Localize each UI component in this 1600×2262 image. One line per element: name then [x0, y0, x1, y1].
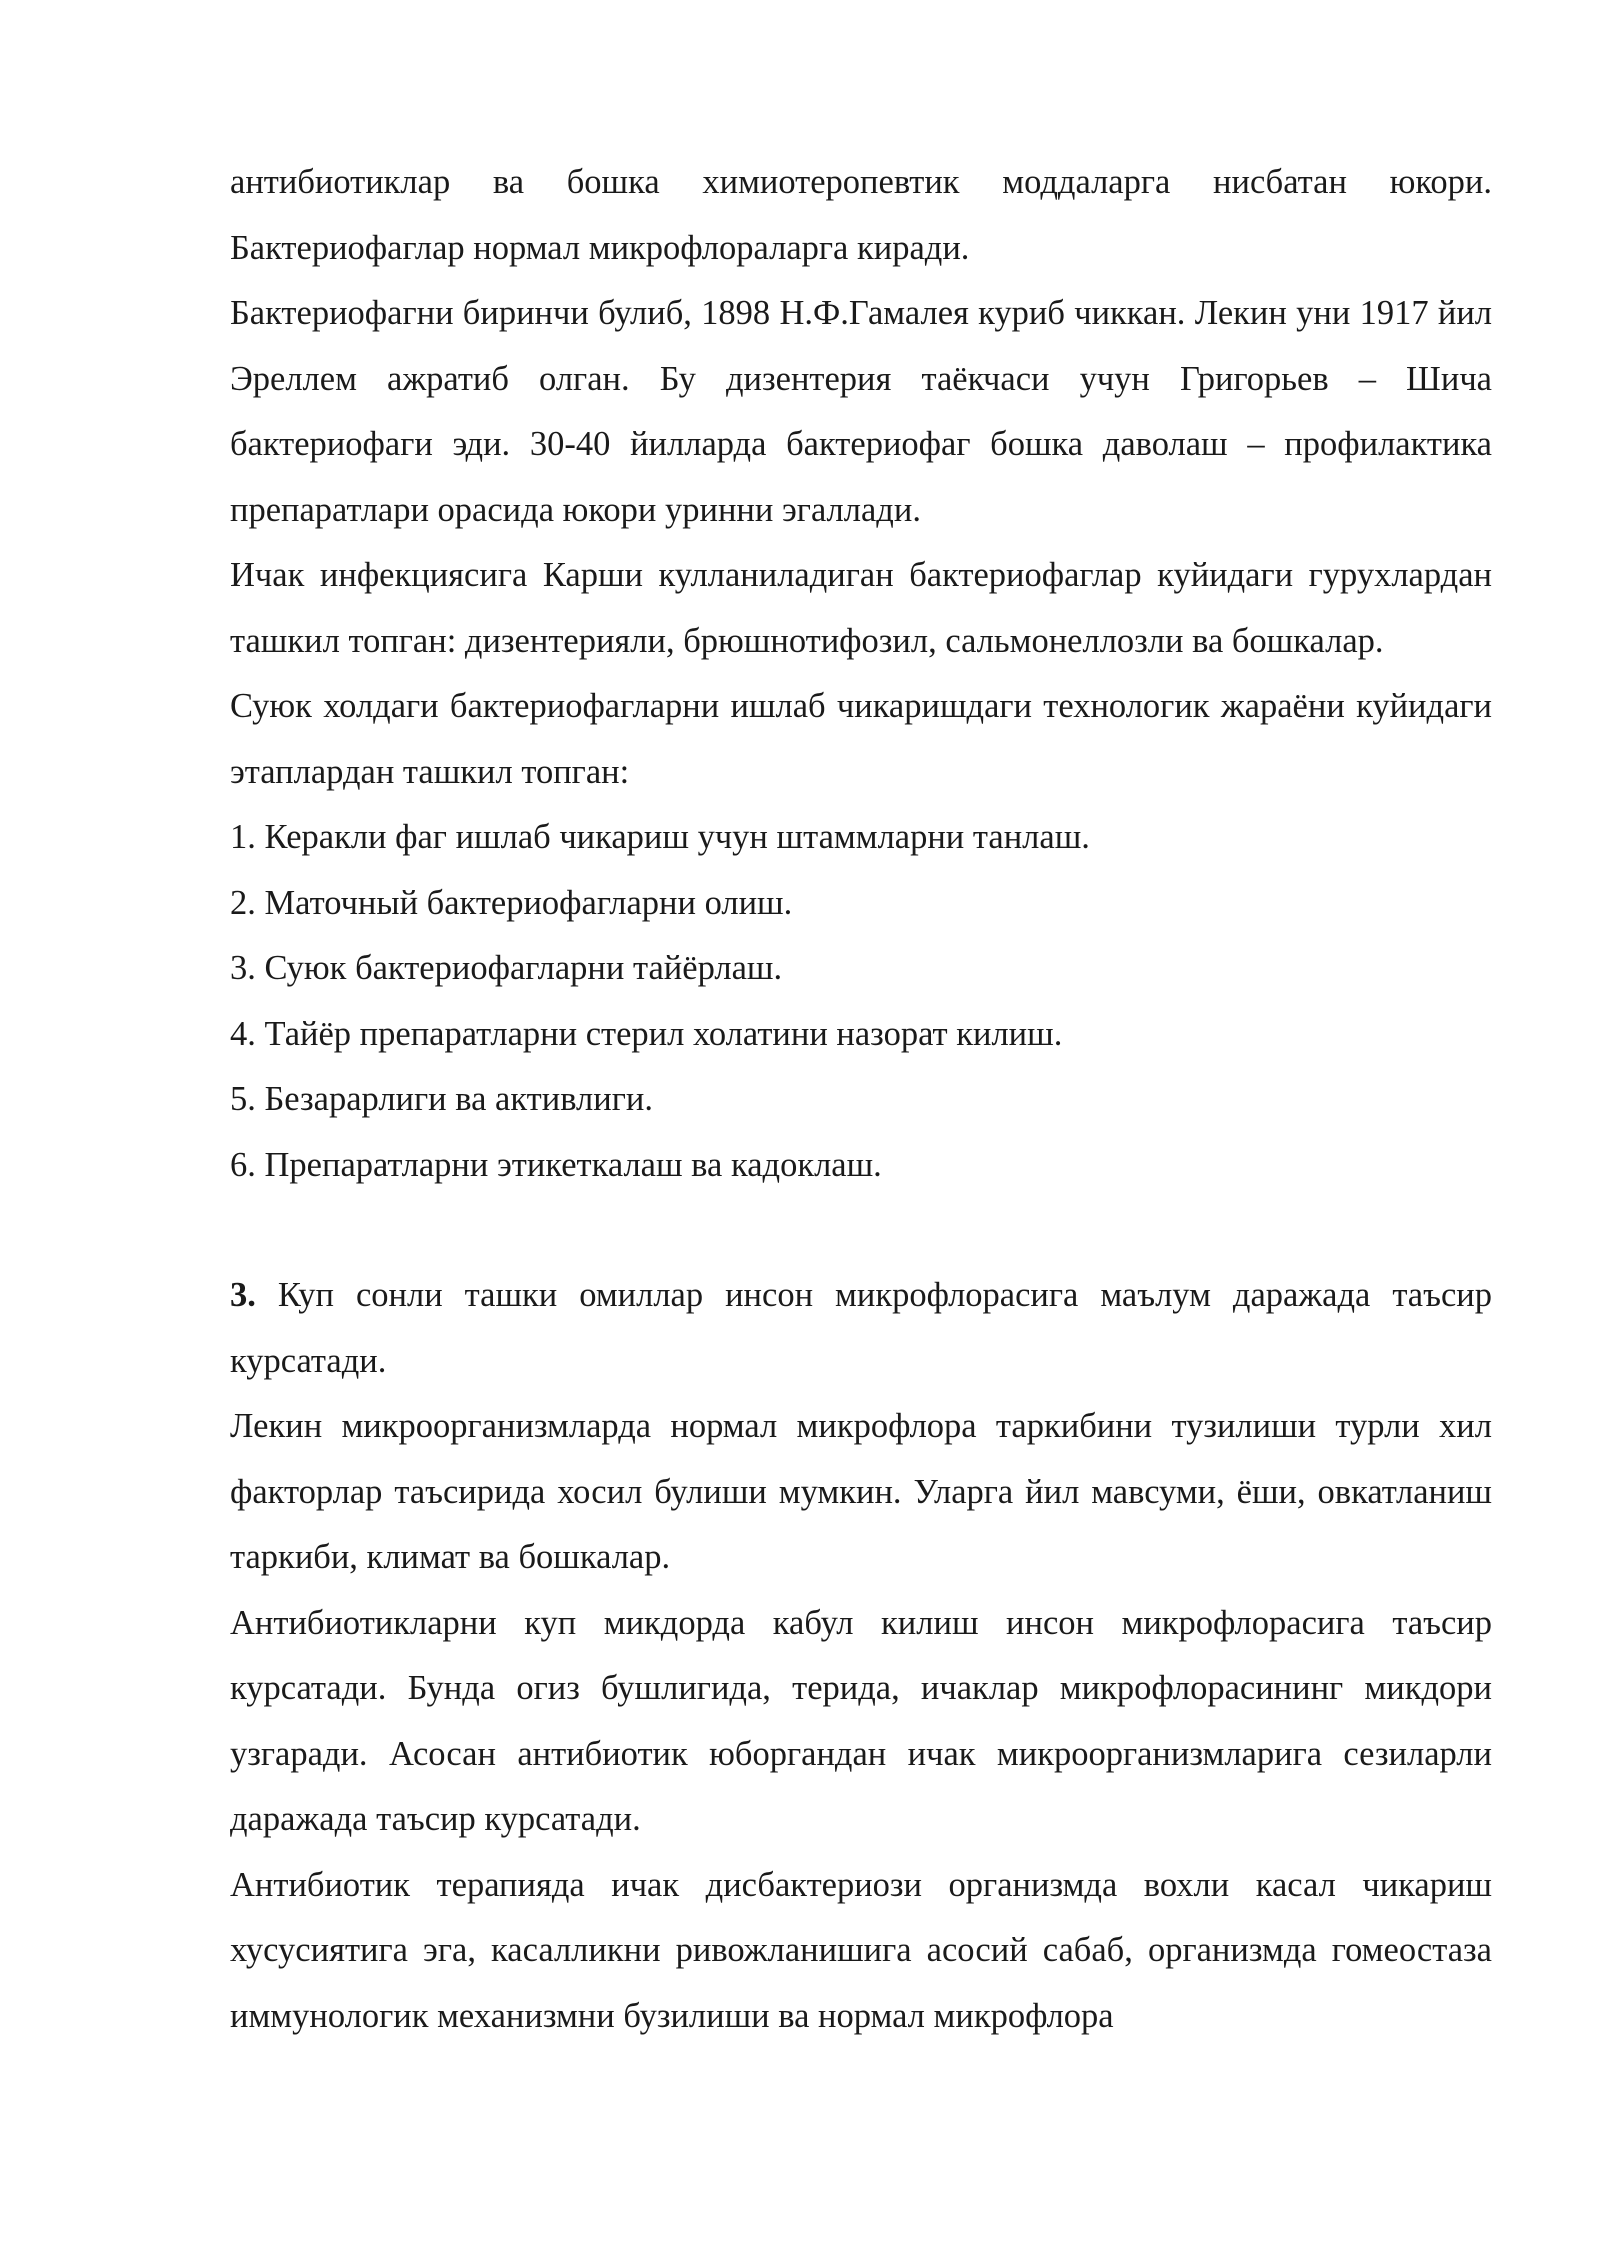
section-3-intro: [230, 1263, 1492, 1394]
paragraph-antibiotic-effect: Антибиотикларни куп микдорда кабул килиш инсон микрофлорасига таъсир курсатади. Бунда огиз бушлигида, терида, ичаклар микрофлорасининг микдори узгаради. Асосан антибиотик юборгандан ичак микроорганизмларига сезиларли даражада таъсир курсатади.: [230, 1603, 1492, 1838]
paragraph-factors: Лекин микроорганизмларда нормал микрофлора таркибини тузилиши турли хил факторлар таъсирида хосил булиши мумкин. Уларга йил мавсуми, ёши, овкатланиш таркиби, климат ва бошкалар.: [230, 1407, 1492, 1576]
paragraph-technology: Суюк холдаги бактериофагларни ишлаб чикаришдаги технологик жараёни куйидаги этаплардан ташкил топган:: [230, 687, 1492, 791]
list-item: 5. Безарарлиги ва активлиги.: [230, 1080, 653, 1118]
section-spacer: [230, 1198, 1492, 1263]
section-number: 3.: [230, 1276, 256, 1314]
paragraph-antibiotics: антибиотиклар ва бошка химиотеропевтик моддаларга нисбатан юкори. Бактериофаглар нормал микрофлораларга киради.: [230, 163, 1492, 267]
list-item: 4. Тайёр препаратларни стерил холатини назорат килиш.: [230, 1014, 1063, 1053]
paragraph-infection-phages: Ичак инфекциясига Карши кулланиладиган бактериофаглар куйидаги гурухлардан ташкил топган: дизентерияли, брюшнотифозил, сальмонеллозли ва бошкалар.: [230, 556, 1492, 660]
document-page: [230, 150, 1492, 2049]
paragraph-dysbacteriosis: Антибиотик терапияда ичак дисбактериози организмда вохли касал чикариш хусусиятига эга, касалликни ривожланишига асосий сабаб, организмда гомеостаза иммунологик механизмни бузилиши ва нормал микрофлора: [230, 1865, 1492, 2035]
list-item: 6. Препаратларни этикеткалаш ва кадоклаш.: [230, 1145, 882, 1184]
steps-list: [230, 805, 1492, 1198]
list-item: 2. Маточный бактериофагларни олиш.: [230, 883, 793, 922]
section-3-lead: Куп сонли ташки омиллар инсон микрофлорасига маълум даражада таъсир курсатади.: [230, 1276, 1492, 1380]
list-item: 3. Суюк бактериофагларни тайёрлаш.: [230, 949, 783, 987]
list-item: 1. Керакли фаг ишлаб чикариш учун штаммларни танлаш.: [230, 818, 1090, 856]
paragraph-history: Бактериофагни биринчи булиб, 1898 Н.Ф.Гамалея куриб чиккан. Лекин уни 1917 йил Эреллем ажратиб олган. Бу дизентерия таёкчаси учун Григорьев – Шича бактериофаги эди. 30-40 йилларда бактериофаг бошка даволаш – профилактика препаратлари орасида юкори уринни эгаллади.: [230, 294, 1492, 529]
